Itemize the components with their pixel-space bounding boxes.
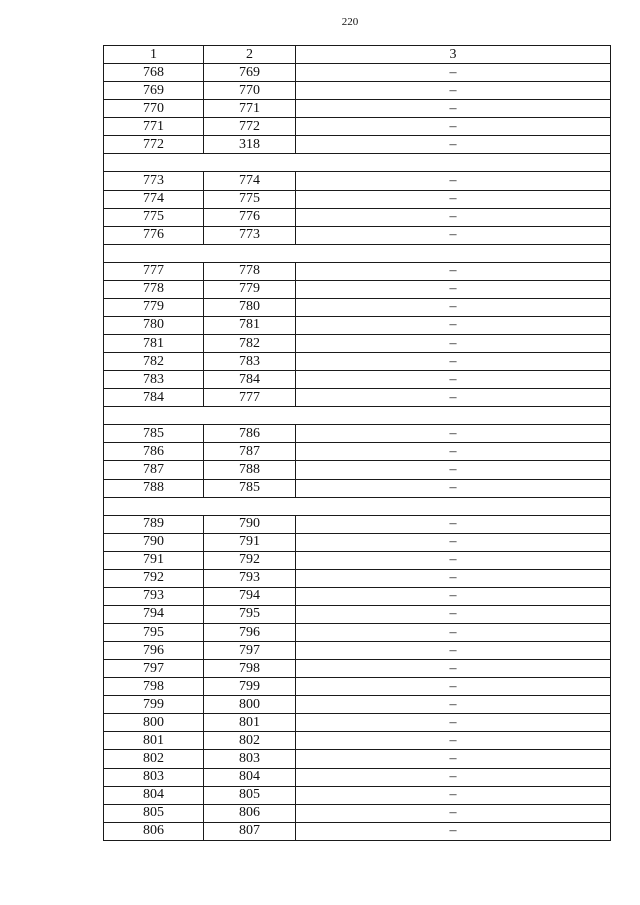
cell-col-2: 790 xyxy=(204,515,296,533)
cell-col-3: – xyxy=(296,642,611,660)
cell-col-2: 780 xyxy=(204,298,296,316)
table-row xyxy=(104,732,611,750)
cell-col-3: – xyxy=(296,605,611,623)
table-row xyxy=(104,316,611,334)
cell-col-3: – xyxy=(296,533,611,551)
table-row xyxy=(104,569,611,587)
group-separator-row xyxy=(104,244,611,262)
table-row xyxy=(104,714,611,732)
table-row xyxy=(104,587,611,605)
table-row xyxy=(104,696,611,714)
table-row xyxy=(104,533,611,551)
cell-col-3: – xyxy=(296,479,611,497)
cell-col-1: 787 xyxy=(104,461,204,479)
table-row xyxy=(104,226,611,244)
cell-col-3: – xyxy=(296,624,611,642)
cell-col-2: 795 xyxy=(204,605,296,623)
table-row xyxy=(104,515,611,533)
column-header-3: 3 xyxy=(296,46,611,64)
table-row xyxy=(104,678,611,696)
cell-col-1: 797 xyxy=(104,660,204,678)
cell-col-2: 776 xyxy=(204,208,296,226)
cell-col-3: – xyxy=(296,551,611,569)
cell-col-3: – xyxy=(296,786,611,804)
cell-col-3: – xyxy=(296,587,611,605)
cell-col-1: 771 xyxy=(104,118,204,136)
cell-col-2: 793 xyxy=(204,569,296,587)
cell-col-1: 783 xyxy=(104,371,204,389)
table-row xyxy=(104,262,611,280)
cell-col-3: – xyxy=(296,136,611,154)
cell-col-2: 783 xyxy=(204,353,296,371)
cell-col-3: – xyxy=(296,678,611,696)
cell-col-3: – xyxy=(296,714,611,732)
cell-col-1: 778 xyxy=(104,280,204,298)
table-row xyxy=(104,425,611,443)
cell-col-1: 806 xyxy=(104,822,204,840)
cell-col-1: 790 xyxy=(104,533,204,551)
cell-col-2: 785 xyxy=(204,479,296,497)
cell-col-1: 779 xyxy=(104,298,204,316)
cell-col-2: 770 xyxy=(204,82,296,100)
table-row xyxy=(104,443,611,461)
cell-col-2: 796 xyxy=(204,624,296,642)
cell-col-3: – xyxy=(296,389,611,407)
cell-col-2: 777 xyxy=(204,389,296,407)
cell-col-1: 794 xyxy=(104,605,204,623)
cell-col-1: 798 xyxy=(104,678,204,696)
table-row xyxy=(104,353,611,371)
table-row xyxy=(104,642,611,660)
cell-col-2: 784 xyxy=(204,371,296,389)
table-row xyxy=(104,660,611,678)
table-row xyxy=(104,136,611,154)
cell-col-2: 787 xyxy=(204,443,296,461)
data-table xyxy=(103,45,611,841)
cell-col-1: 804 xyxy=(104,786,204,804)
cell-col-1: 789 xyxy=(104,515,204,533)
cell-col-2: 779 xyxy=(204,280,296,298)
cell-col-1: 784 xyxy=(104,389,204,407)
cell-col-2: 769 xyxy=(204,64,296,82)
cell-col-3: – xyxy=(296,732,611,750)
cell-col-2: 318 xyxy=(204,136,296,154)
cell-col-1: 791 xyxy=(104,551,204,569)
separator-cell xyxy=(104,497,611,515)
cell-col-3: – xyxy=(296,208,611,226)
cell-col-1: 785 xyxy=(104,425,204,443)
cell-col-3: – xyxy=(296,316,611,334)
table-row xyxy=(104,786,611,804)
cell-col-1: 803 xyxy=(104,768,204,786)
cell-col-3: – xyxy=(296,461,611,479)
cell-col-2: 799 xyxy=(204,678,296,696)
table-row xyxy=(104,172,611,190)
table-row xyxy=(104,118,611,136)
cell-col-2: 797 xyxy=(204,642,296,660)
cell-col-1: 780 xyxy=(104,316,204,334)
table-row xyxy=(104,64,611,82)
cell-col-3: – xyxy=(296,118,611,136)
cell-col-3: – xyxy=(296,262,611,280)
cell-col-1: 768 xyxy=(104,64,204,82)
cell-col-2: 794 xyxy=(204,587,296,605)
cell-col-2: 792 xyxy=(204,551,296,569)
cell-col-2: 806 xyxy=(204,804,296,822)
cell-col-1: 770 xyxy=(104,100,204,118)
cell-col-2: 786 xyxy=(204,425,296,443)
cell-col-2: 805 xyxy=(204,786,296,804)
cell-col-3: – xyxy=(296,696,611,714)
cell-col-2: 773 xyxy=(204,226,296,244)
table-row xyxy=(104,479,611,497)
cell-col-1: 796 xyxy=(104,642,204,660)
table-row xyxy=(104,280,611,298)
table-header xyxy=(104,46,611,64)
cell-col-2: 778 xyxy=(204,262,296,280)
cell-col-3: – xyxy=(296,190,611,208)
cell-col-2: 803 xyxy=(204,750,296,768)
cell-col-3: – xyxy=(296,280,611,298)
cell-col-2: 791 xyxy=(204,533,296,551)
cell-col-1: 786 xyxy=(104,443,204,461)
table-row xyxy=(104,190,611,208)
cell-col-3: – xyxy=(296,804,611,822)
cell-col-2: 771 xyxy=(204,100,296,118)
cell-col-3: – xyxy=(296,425,611,443)
cell-col-3: – xyxy=(296,443,611,461)
cell-col-1: 801 xyxy=(104,732,204,750)
cell-col-3: – xyxy=(296,660,611,678)
cell-col-1: 788 xyxy=(104,479,204,497)
cell-col-1: 795 xyxy=(104,624,204,642)
cell-col-1: 805 xyxy=(104,804,204,822)
cell-col-1: 776 xyxy=(104,226,204,244)
cell-col-3: – xyxy=(296,335,611,353)
separator-cell xyxy=(104,154,611,172)
cell-col-1: 782 xyxy=(104,353,204,371)
cell-col-2: 774 xyxy=(204,172,296,190)
column-header-2: 2 xyxy=(204,46,296,64)
table-row xyxy=(104,750,611,768)
cell-col-2: 801 xyxy=(204,714,296,732)
cell-col-3: – xyxy=(296,64,611,82)
page-number: 220 xyxy=(341,16,359,28)
group-separator-row xyxy=(104,154,611,172)
cell-col-3: – xyxy=(296,768,611,786)
table-row xyxy=(104,768,611,786)
cell-col-1: 772 xyxy=(104,136,204,154)
cell-col-1: 775 xyxy=(104,208,204,226)
cell-col-1: 774 xyxy=(104,190,204,208)
table-row xyxy=(104,335,611,353)
cell-col-2: 800 xyxy=(204,696,296,714)
separator-cell xyxy=(104,244,611,262)
cell-col-1: 781 xyxy=(104,335,204,353)
table-row xyxy=(104,605,611,623)
cell-col-2: 772 xyxy=(204,118,296,136)
cell-col-3: – xyxy=(296,569,611,587)
cell-col-2: 804 xyxy=(204,768,296,786)
cell-col-3: – xyxy=(296,172,611,190)
table-row xyxy=(104,389,611,407)
cell-col-2: 807 xyxy=(204,822,296,840)
cell-col-1: 802 xyxy=(104,750,204,768)
separator-cell xyxy=(104,407,611,425)
cell-col-2: 788 xyxy=(204,461,296,479)
table-row xyxy=(104,82,611,100)
cell-col-2: 775 xyxy=(204,190,296,208)
table-row xyxy=(104,624,611,642)
cell-col-3: – xyxy=(296,750,611,768)
cell-col-3: – xyxy=(296,298,611,316)
cell-col-2: 781 xyxy=(204,316,296,334)
cell-col-2: 802 xyxy=(204,732,296,750)
cell-col-1: 799 xyxy=(104,696,204,714)
cell-col-1: 777 xyxy=(104,262,204,280)
cell-col-1: 769 xyxy=(104,82,204,100)
table-row xyxy=(104,100,611,118)
table-body xyxy=(104,64,611,841)
cell-col-3: – xyxy=(296,82,611,100)
cell-col-3: – xyxy=(296,371,611,389)
cell-col-3: – xyxy=(296,100,611,118)
table-row xyxy=(104,804,611,822)
group-separator-row xyxy=(104,407,611,425)
table-row xyxy=(104,298,611,316)
cell-col-3: – xyxy=(296,353,611,371)
header-row xyxy=(104,46,611,64)
cell-col-3: – xyxy=(296,226,611,244)
cell-col-1: 793 xyxy=(104,587,204,605)
cell-col-2: 798 xyxy=(204,660,296,678)
column-header-1: 1 xyxy=(104,46,204,64)
table-row xyxy=(104,551,611,569)
group-separator-row xyxy=(104,497,611,515)
table-row xyxy=(104,371,611,389)
cell-col-2: 782 xyxy=(204,335,296,353)
table-row xyxy=(104,822,611,840)
table-row xyxy=(104,208,611,226)
cell-col-1: 773 xyxy=(104,172,204,190)
cell-col-3: – xyxy=(296,822,611,840)
cell-col-1: 792 xyxy=(104,569,204,587)
cell-col-3: – xyxy=(296,515,611,533)
cell-col-1: 800 xyxy=(104,714,204,732)
table-row xyxy=(104,461,611,479)
